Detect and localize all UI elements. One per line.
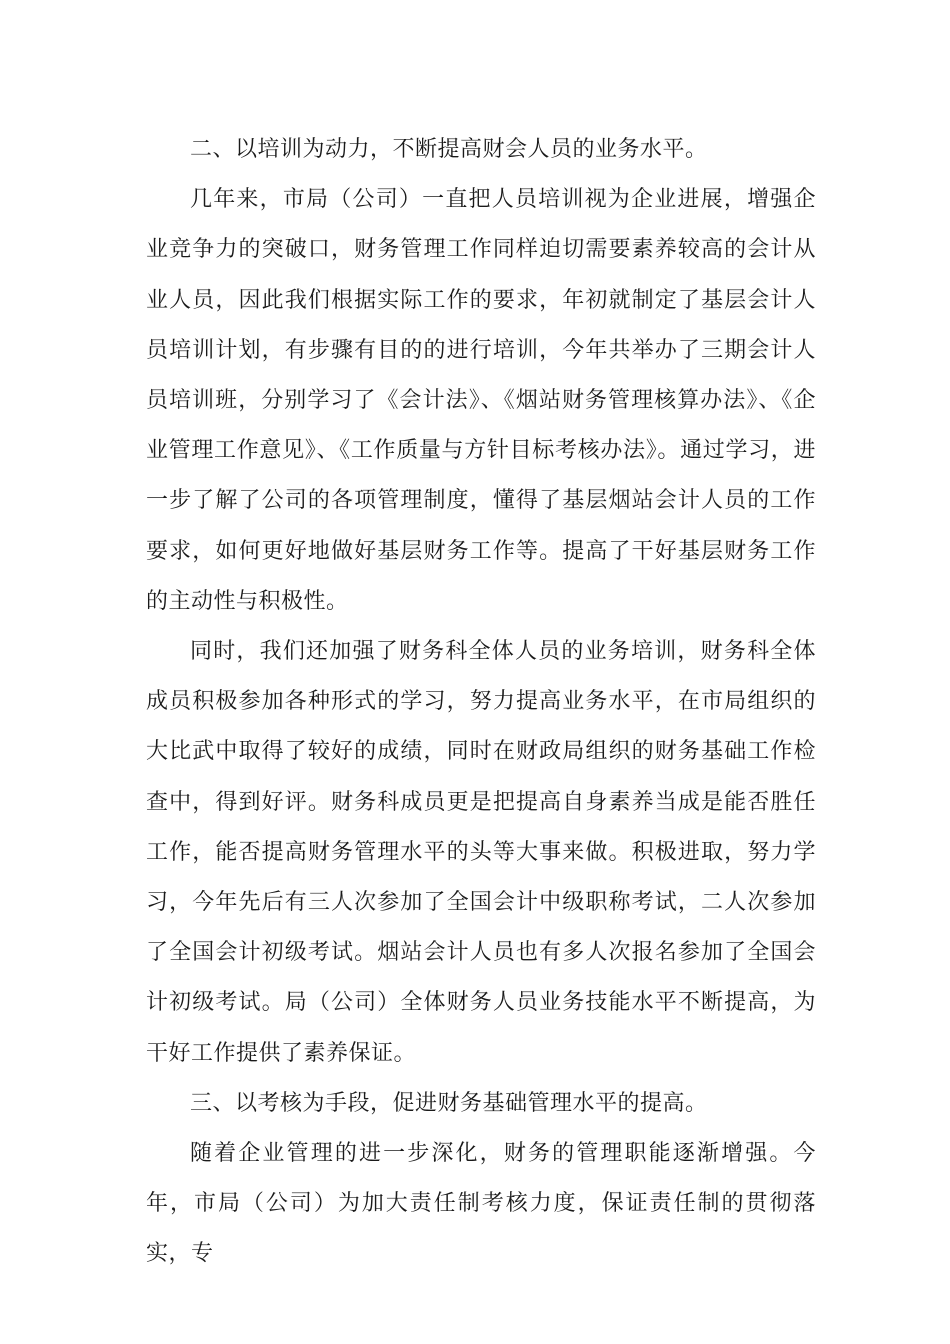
paragraph-training-plan: 几年来，市局（公司）一直把人员培训视为企业进展，增强企业竞争力的突破口，财务管理工作同样迫切需要素养较高的会计从业人员，因此我们根据实际工作的要求，年初就制定了基层会计人员培训计划，有步骤有目的的进行培训，今年共举办了三期会计人员培训班，分别学习了《会计法》、《烟站财务管理核算办法》、《企业管理工作意见》、《工作质量与方针目标考核办法》。通过学习，进一步了解了公司的各项管理制度，懂得了基层烟站会计人员的工作要求，如何更好地做好基层财务工作等。提高了干好基层财务工作的主动性与积极性。: [146, 187, 816, 614]
paragraph-management: 随着企业管理的进一步深化，财务的管理职能逐渐增强。今年，市局（公司）为加大责任制考核力度，保证责任制的贯彻落实，专: [146, 1141, 816, 1267]
paragraph-staff-training: 同时，我们还加强了财务科全体人员的业务培训，财务科全体成员积极参加各种形式的学习，努力提高业务水平，在市局组织的大比武中取得了较好的成绩，同时在财政局组织的财务基础工作检查中，得到好评。财务科成员更是把提高自身素养当成是能否胜任工作，能否提高财务管理水平的头等大事来做。积极进取，努力学习，今年先后有三人次参加了全国会计中级职称考试，二人次参加了全国会计初级考试。烟站会计人员也有多人次报名参加了全国会计初级考试。局（公司）全体财务人员业务技能水平不断提高，为干好工作提供了素养保证。: [146, 639, 816, 1066]
section-heading-3: 三、以考核为手段，促进财务基础管理水平的提高。: [190, 1090, 708, 1116]
document-body: [146, 125, 816, 1280]
section-heading-2: 二、以培训为动力，不断提高财会人员的业务水平。: [190, 137, 708, 162]
